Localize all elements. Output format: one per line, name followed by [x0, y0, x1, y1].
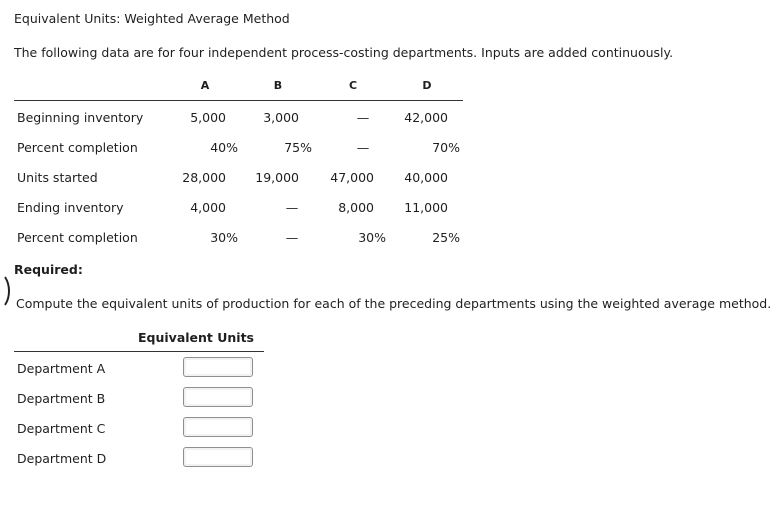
column-header-b: B	[273, 79, 283, 92]
cell-a-percent-completion-ending: 30%	[210, 230, 238, 245]
department-a-label: Department A	[17, 361, 106, 376]
table-header-rule	[14, 100, 463, 101]
cell-c-ending-inventory: 8,000	[338, 200, 374, 215]
department-c-input[interactable]	[183, 417, 253, 437]
cell-a-ending-inventory: 4,000	[190, 200, 226, 215]
cell-a-units-started: 28,000	[182, 170, 226, 185]
cell-b-percent-completion-ending: —	[285, 230, 299, 245]
cell-b-units-started: 19,000	[255, 170, 299, 185]
row-label-percent-completion-beginning: Percent completion	[17, 140, 138, 155]
cell-c-percent-completion-ending: 30%	[358, 230, 386, 245]
cell-c-percent-completion-beginning: —	[356, 140, 370, 155]
cell-d-units-started: 40,000	[404, 170, 448, 185]
cell-b-ending-inventory: —	[285, 200, 299, 215]
department-d-label: Department D	[17, 451, 107, 466]
row-label-beginning-inventory: Beginning inventory	[17, 110, 144, 125]
department-d-input[interactable]	[183, 447, 253, 467]
page-title: Equivalent Units: Weighted Average Method	[14, 11, 290, 26]
page-edge-indicator	[0, 272, 10, 310]
equivalent-units-header: Equivalent Units	[138, 330, 254, 345]
cell-a-percent-completion-beginning: 40%	[210, 140, 238, 155]
cell-d-beginning-inventory: 42,000	[404, 110, 448, 125]
row-label-units-started: Units started	[17, 170, 98, 185]
row-label-percent-completion-ending: Percent completion	[17, 230, 138, 245]
required-heading: Required:	[14, 262, 83, 277]
department-b-input[interactable]	[183, 387, 253, 407]
cell-d-ending-inventory: 11,000	[404, 200, 448, 215]
department-c-label: Department C	[17, 421, 106, 436]
cell-c-units-started: 47,000	[330, 170, 374, 185]
row-label-ending-inventory: Ending inventory	[17, 200, 124, 215]
answer-header-rule	[14, 351, 264, 352]
required-instruction: Compute the equivalent units of production for each of the preceding departments using the weighted average method.	[16, 296, 772, 311]
column-header-c: C	[348, 79, 358, 92]
column-header-d: D	[422, 79, 432, 92]
cell-b-beginning-inventory: 3,000	[263, 110, 299, 125]
department-b-label: Department B	[17, 391, 106, 406]
cell-b-percent-completion-beginning: 75%	[284, 140, 312, 155]
column-header-a: A	[200, 79, 210, 92]
cell-d-percent-completion-ending: 25%	[432, 230, 460, 245]
cell-c-beginning-inventory: —	[356, 110, 370, 125]
intro-text: The following data are for four independent process-costing departments. Inputs are added continuously.	[14, 45, 674, 60]
cell-a-beginning-inventory: 5,000	[190, 110, 226, 125]
cell-d-percent-completion-beginning: 70%	[432, 140, 460, 155]
department-a-input[interactable]	[183, 357, 253, 377]
